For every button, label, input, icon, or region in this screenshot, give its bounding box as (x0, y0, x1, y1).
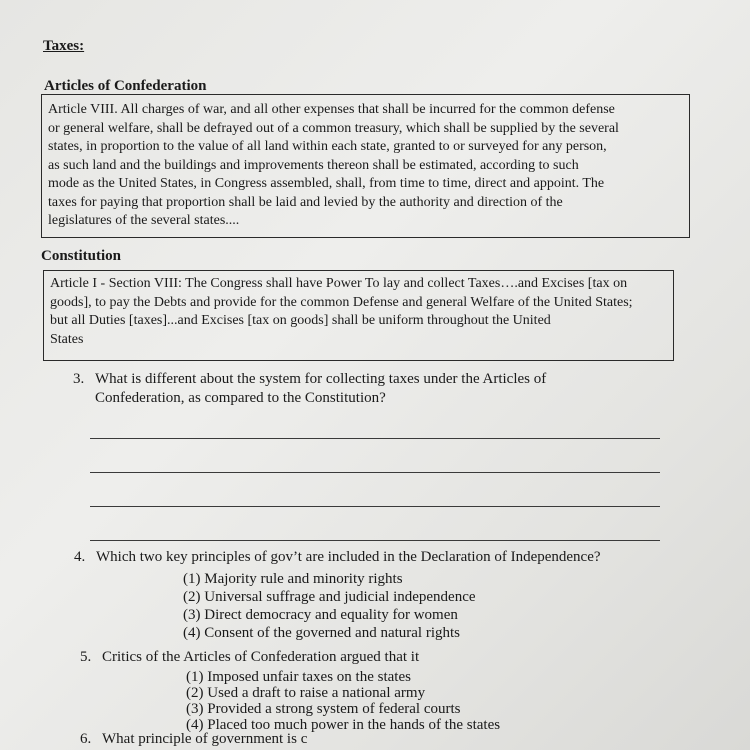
constitution-quote-box (43, 270, 674, 361)
question-text: What principle of government is c (102, 731, 308, 747)
articles-line: Article VIII. All charges of war, and all other expenses that shall be incurred for the common defense (48, 102, 615, 117)
question-number: 6. (80, 731, 92, 747)
articles-line: legislatures of the several states.... (48, 213, 240, 228)
articles-line: mode as the United States, in Congress assembled, shall, from time to time, direct and appoint. The (48, 176, 605, 191)
answer-line[interactable] (90, 472, 660, 473)
question-number: 5. (80, 649, 92, 665)
question-text: Which two key principles of gov’t are included in the Declaration of Independence? (96, 549, 601, 565)
q4-option[interactable]: (1) Majority rule and minority rights (183, 571, 403, 587)
constitution-line: Article I - Section VIII: The Congress shall have Power To lay and collect Taxes….and Excises [tax on (50, 276, 628, 291)
answer-line[interactable] (90, 540, 660, 541)
question-6 (80, 730, 307, 749)
q5-option[interactable]: (2) Used a draft to raise a national army (186, 685, 426, 701)
question-text: Critics of the Articles of Confederation argued that it (102, 649, 420, 665)
answer-line[interactable] (90, 506, 660, 507)
articles-heading: Articles of Confederation (44, 78, 207, 94)
q4-option[interactable]: (2) Universal suffrage and judicial independence (183, 589, 476, 605)
articles-line: as such land and the buildings and improvements thereon shall be estimated, according to such (48, 157, 579, 173)
question-3 (73, 370, 546, 408)
articles-quote-box (41, 94, 690, 238)
articles-line: taxes for paying that proportion shall be laid and levied by the authority and direction of the (48, 194, 563, 210)
question-text-continued: Confederation, as compared to the Constitution? (95, 390, 386, 406)
constitution-line: goods], to pay the Debts and provide for the common Defense and general Welfare of the United States; (50, 294, 633, 310)
constitution-line: but all Duties [taxes]...and Excises [tax on goods] shall be uniform throughout the United (50, 313, 551, 328)
q5-option[interactable]: (4) Placed too much power in the hands of the states (186, 717, 501, 733)
articles-line: states, in proportion to the value of all land within each state, granted to or surveyed for any person, (48, 139, 607, 154)
q4-option[interactable]: (3) Direct democracy and equality for women (183, 607, 458, 623)
question-text: What is different about the system for collecting taxes under the Articles of (95, 371, 547, 387)
q5-option[interactable]: (3) Provided a strong system of federal courts (186, 701, 461, 717)
page-title: Taxes: (43, 38, 85, 54)
question-number: 4. (74, 549, 86, 565)
q5-option[interactable]: (1) Imposed unfair taxes on the states (186, 669, 411, 685)
q4-option[interactable]: (4) Consent of the governed and natural rights (183, 625, 461, 641)
constitution-line: States (50, 331, 84, 347)
question-5 (80, 648, 419, 667)
articles-line: or general welfare, shall be defrayed out of a common treasury, which shall be supplied by the several (48, 120, 619, 136)
answer-line[interactable] (90, 438, 660, 439)
question-4 (74, 548, 601, 567)
constitution-heading: Constitution (41, 248, 122, 264)
question-number: 3. (73, 371, 85, 387)
